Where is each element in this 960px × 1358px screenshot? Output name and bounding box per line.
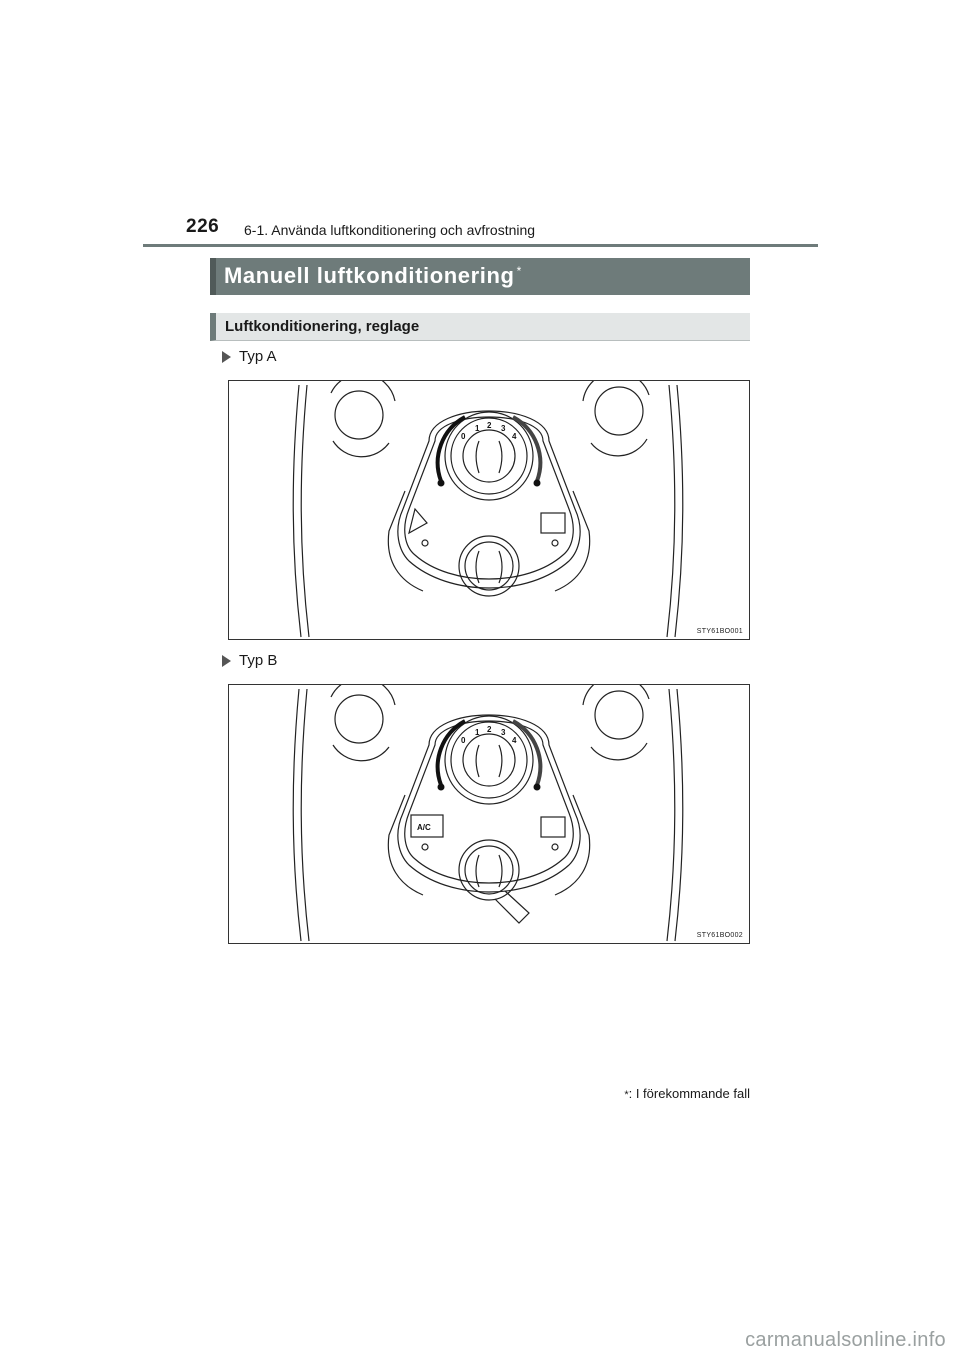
figure-label-text: Typ A — [239, 348, 277, 365]
section-title-text: Manuell luftkonditionering — [224, 263, 515, 288]
figure-typ-b — [228, 684, 750, 944]
fan-speed-3: 3 — [501, 728, 506, 737]
fan-speed-0: 0 — [461, 432, 466, 441]
bullet-triangle-icon — [222, 655, 231, 667]
bullet-triangle-icon — [222, 351, 231, 363]
climate-panel-typ-b-illustration — [229, 685, 749, 943]
footnote — [624, 1086, 750, 1101]
footnote-text: : I förekommande fall — [628, 1086, 750, 1101]
running-head: 6-1. Använda luftkonditionering och avfrostning — [244, 222, 536, 238]
figure-label-typ-b — [222, 652, 277, 669]
subsection-heading-bar — [210, 313, 750, 341]
fan-speed-2: 2 — [487, 725, 492, 734]
section-title — [224, 263, 522, 289]
header-rule — [143, 244, 818, 247]
fan-speed-1: 1 — [475, 424, 480, 433]
figure-label-typ-a — [222, 348, 277, 365]
section-heading-bar — [210, 258, 750, 295]
fan-speed-2: 2 — [487, 421, 492, 430]
fan-speed-4: 4 — [512, 432, 517, 441]
fan-speed-0: 0 — [461, 736, 466, 745]
footnote-mark: * — [624, 1089, 629, 1101]
figure-code: STY61BO002 — [696, 932, 743, 939]
ac-button-label: A/C — [417, 823, 431, 832]
fan-speed-3: 3 — [501, 424, 506, 433]
figure-code: STY61BO001 — [696, 628, 743, 635]
figure-label-text: Typ B — [239, 652, 278, 669]
watermark: carmanualsonline.info — [745, 1329, 946, 1351]
optional-mark: * — [516, 263, 522, 278]
page-number: 226 — [186, 216, 220, 237]
fan-speed-4: 4 — [512, 736, 517, 745]
figure-typ-a — [228, 380, 750, 640]
climate-panel-typ-a-illustration — [229, 381, 749, 639]
fan-speed-1: 1 — [475, 728, 480, 737]
subsection-title: Luftkonditionering, reglage — [225, 318, 420, 335]
